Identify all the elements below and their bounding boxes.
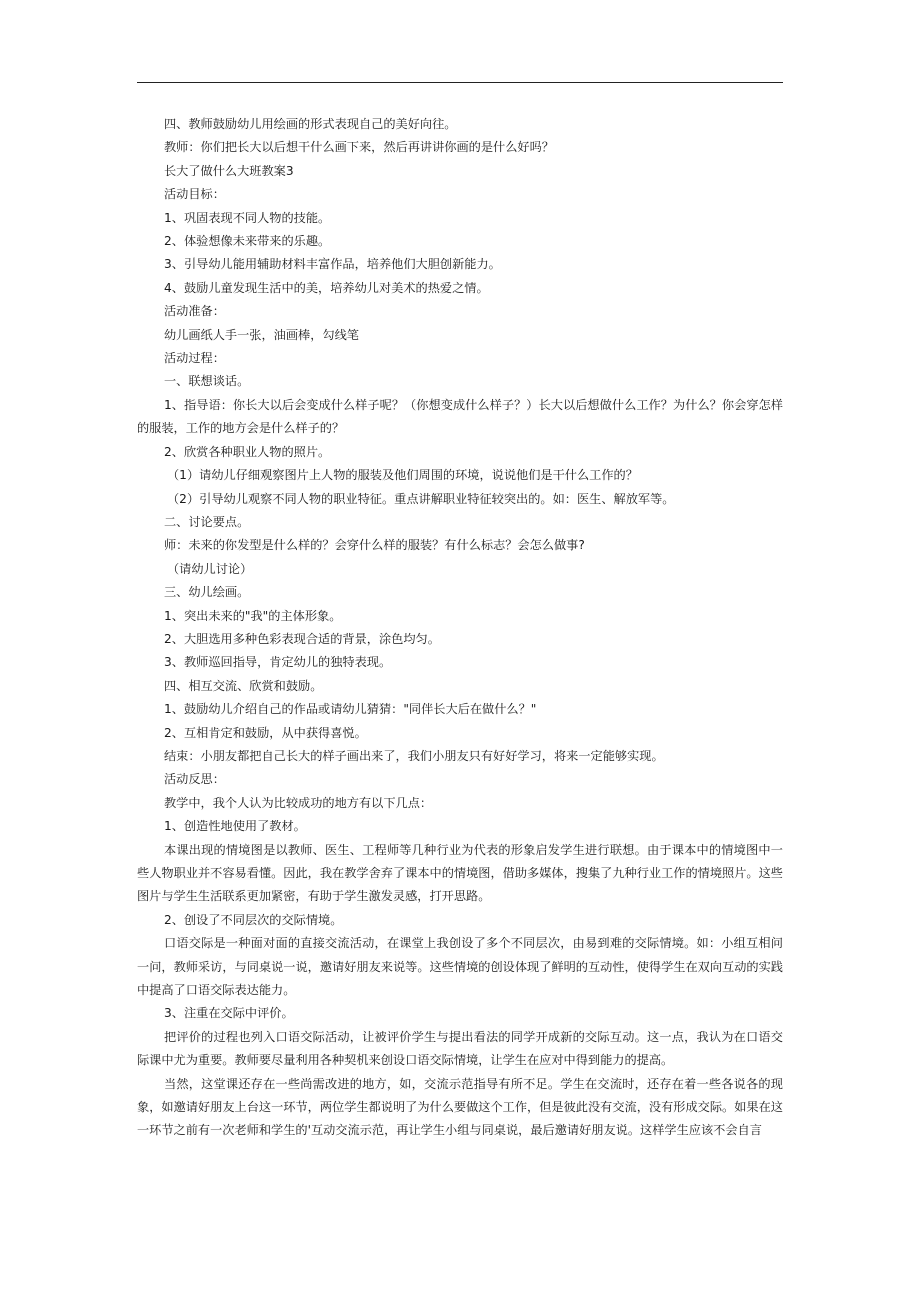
paragraph: 把评价的过程也列入口语交际活动，让被评价学生与提出看法的同学开成新的交际互动。这一点，我认为在口语交际课中尤为重要。教师要尽量利用各种契机来创设口语交际情境，让学生在应对中得到能力的提高。 xyxy=(137,1029,783,1068)
text-line: 二、讨论要点。 xyxy=(164,514,250,529)
paragraph: 本课出现的情境图是以教师、医生、工程师等几种行业为代表的形象启发学生进行联想。由于课本中的情境图中一些人物职业并不容易看懂。因此，我在教学舍弃了课本中的情境图，借助多媒体，搜集了九种行业工作的情境照片。这些图片与学生生活联系更加紧密，有助于学生激发灵感，打开思路。 xyxy=(137,842,783,904)
text-line: 教学中，我个人认为比较成功的地方有以下几点： xyxy=(164,795,433,810)
list-item: 3、教师巡回指导，肯定幼儿的独特表现。 xyxy=(164,655,392,670)
list-item: 2、创设了不同层次的交际情境。 xyxy=(164,912,343,927)
header-rule xyxy=(137,82,783,83)
list-item: 4、鼓励儿童发现生活中的美，培养幼儿对美术的热爱之情。 xyxy=(164,280,489,295)
text-line: 活动准备： xyxy=(164,304,225,319)
list-item: （1）请幼儿仔细观察图片上人物的服装及他们周围的环境，说说他们是干什么工作的？ xyxy=(167,468,638,483)
paragraph: 当然，这堂课还存在一些尚需改进的地方，如，交流示范指导有所不足。学生在交流时，还存在着一些各说各的现象，如邀请好朋友上台这一环节，两位学生都说明了为什么要做这个工作，但是彼此没有交流，没有形成交际。如果在这一环节之前有一次老师和学生的'互动交流示范，再让学生小组与同桌说，最后邀请好朋友说。这样学生应该不会自言 xyxy=(137,1076,783,1138)
list-item: 2、欣赏各种职业人物的照片。 xyxy=(164,444,331,459)
paragraph: 1、指导语：你长大以后会变成什么样子呢？（你想变成什么样子？）长大以后想做什么工作？为什么？你会穿怎样的服装，工作的地方会是什么样子的？ xyxy=(137,397,783,436)
list-item: 3、引导幼儿能用辅助材料丰富作品，培养他们大胆创新能力。 xyxy=(164,257,501,272)
list-item: （2）引导幼儿观察不同人物的职业特征。重点讲解职业特征较突出的。如：医生、解放军等。 xyxy=(167,491,675,506)
list-item: 1、创造性地使用了教材。 xyxy=(164,819,306,834)
text-line: 幼儿画纸人手一张，油画棒，勾线笔 xyxy=(164,327,359,342)
document-body xyxy=(137,113,783,1143)
text-line: 教师：你们把长大以后想干什么画下来，然后再讲讲你画的是什么好吗？ xyxy=(164,140,554,155)
text-line: （请幼儿讨论） xyxy=(167,561,253,576)
section-heading: 长大了做什么大班教案3 xyxy=(164,163,294,178)
list-item: 1、巩固表现不同人物的技能。 xyxy=(164,210,331,225)
text-line: 活动目标： xyxy=(164,187,225,202)
text-line: 一、联想谈话。 xyxy=(164,374,250,389)
list-item: 1、突出未来的"我"的主体形象。 xyxy=(164,608,342,623)
text-line: 活动反思： xyxy=(164,772,225,787)
text-line: 活动过程： xyxy=(164,351,225,366)
paragraph: 口语交际是一种面对面的直接交流活动，在课堂上我创设了多个不同层次，由易到难的交际情境。如：小组互相问一问，教师采访，与同桌说一说，邀请好朋友来说等。这些情境的创设体现了鲜明的互动性，使得学生在双向互动的实践中提高了口语交际表达能力。 xyxy=(137,936,783,998)
text-line: 四、教师鼓励幼儿用绘画的形式表现自己的美好向往。 xyxy=(164,117,457,131)
list-item: 2、互相肯定和鼓励，从中获得喜悦。 xyxy=(164,725,367,740)
list-item: 2、大胆选用多种色彩表现合适的背景，涂色均匀。 xyxy=(164,631,440,646)
text-line: 三、幼儿绘画。 xyxy=(164,585,250,600)
text-line: 师：未来的你发型是什么样的？会穿什么样的服装？有什么标志？会怎么做事? xyxy=(164,538,585,553)
text-line: 结束：小朋友都把自己长大的样子画出来了，我们小朋友只有好好学习，将来一定能够实现。 xyxy=(164,748,664,763)
list-item: 2、体验想像未来带来的乐趣。 xyxy=(164,234,331,249)
text-line: 四、相互交流、欣赏和鼓励。 xyxy=(164,678,323,693)
list-item: 3、注重在交际中评价。 xyxy=(164,1006,294,1021)
list-item: 1、鼓励幼儿介绍自己的作品或请幼儿猜猜："同伴长大后在做什么？" xyxy=(164,702,537,717)
